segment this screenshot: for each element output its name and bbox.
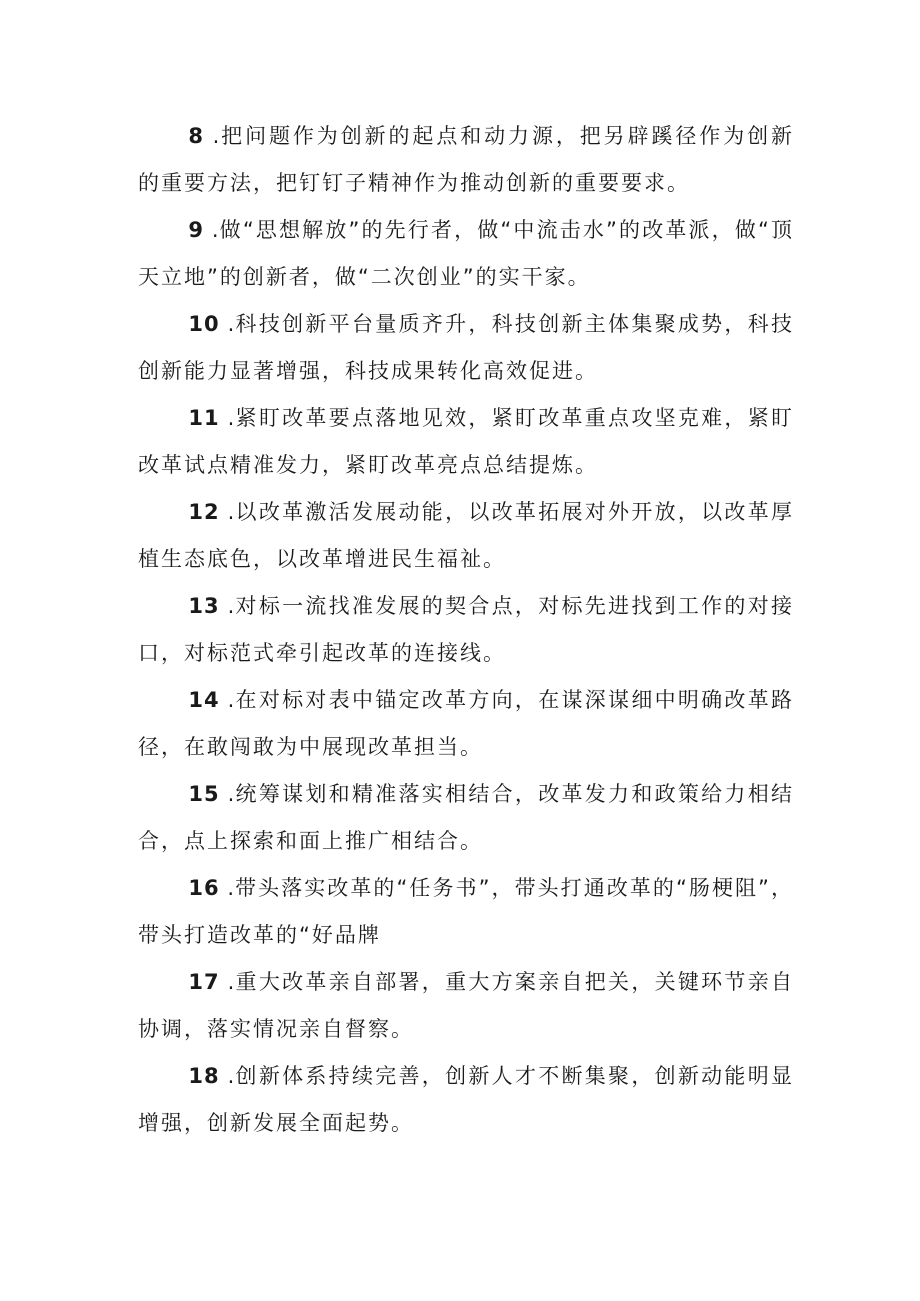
item-number: 14 — [188, 688, 220, 712]
item-number: 11 — [188, 406, 220, 430]
item-number: 16 — [188, 876, 220, 900]
item-number: 12 — [188, 500, 220, 524]
list-item — [138, 865, 794, 959]
item-text: 重大改革亲自部署，重大方案亲自把关，关键环节亲自协调，落实情况亲自督察。 — [138, 970, 794, 1041]
list-item — [138, 583, 794, 677]
list-item — [138, 771, 794, 865]
list-item — [138, 959, 794, 1053]
item-text: 统筹谋划和精准落实相结合，改革发力和政策给力相结合，点上探索和面上推广相结合。 — [138, 782, 794, 853]
item-text: 对标一流找准发展的契合点，对标先进找到工作的对接口，对标范式牵引起改革的连接线。 — [138, 594, 794, 665]
item-separator: . — [204, 124, 221, 148]
item-number: 9 — [188, 218, 205, 242]
document-body — [138, 113, 794, 1147]
item-text: 把问题作为创新的起点和动力源，把另辟蹊径作为创新的重要方法，把钉钉子精神作为推动创新的重要要求。 — [138, 124, 794, 195]
list-item — [138, 301, 794, 395]
item-number: 10 — [188, 312, 220, 336]
item-separator: . — [219, 406, 236, 430]
list-item — [138, 207, 794, 301]
item-separator: . — [219, 782, 236, 806]
item-number: 13 — [188, 594, 220, 618]
item-separator: . — [219, 970, 236, 994]
list-item — [138, 395, 794, 489]
list-item — [138, 1053, 794, 1147]
item-text: 在对标对表中锚定改革方向，在谋深谋细中明确改革路径，在敢闯敢为中展现改革担当。 — [138, 688, 794, 759]
item-text: 创新体系持续完善，创新人才不断集聚，创新动能明显增强，创新发展全面起势。 — [138, 1064, 794, 1135]
item-text: 紧盯改革要点落地见效，紧盯改革重点攻坚克难，紧盯改革试点精准发力，紧盯改革亮点总结提炼。 — [138, 406, 794, 477]
item-text: 科技创新平台量质齐升，科技创新主体集聚成势，科技创新能力显著增强，科技成果转化高效促进。 — [138, 312, 794, 383]
item-separator: . — [204, 218, 220, 242]
item-separator: . — [219, 500, 236, 524]
item-separator: . — [219, 876, 236, 900]
item-number: 15 — [188, 782, 220, 806]
item-separator: . — [219, 688, 236, 712]
item-separator: . — [219, 594, 236, 618]
item-text: 带头落实改革的“任务书”，带头打通改革的“肠梗阻”，带头打造改革的“好品牌 — [138, 876, 794, 947]
item-separator: . — [219, 312, 236, 336]
item-text: 做“思想解放”的先行者，做“中流击水”的改革派，做“顶天立地”的创新者，做“二次创业”的实干家。 — [138, 218, 794, 289]
list-item — [138, 489, 794, 583]
item-separator: . — [219, 1064, 236, 1088]
item-text: 以改革激活发展动能，以改革拓展对外开放，以改革厚植生态底色，以改革增进民生福祉。 — [138, 500, 794, 571]
item-number: 18 — [188, 1064, 220, 1088]
list-item — [138, 113, 794, 207]
item-number: 17 — [188, 970, 220, 994]
item-number: 8 — [188, 124, 205, 148]
list-item — [138, 677, 794, 771]
